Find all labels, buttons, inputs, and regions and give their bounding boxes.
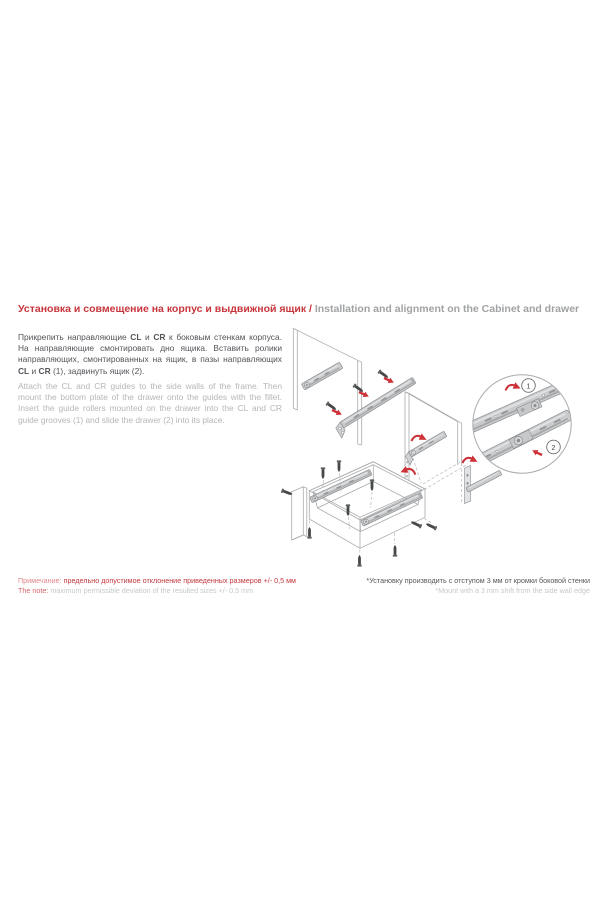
ru-text-part: и	[29, 365, 39, 376]
note-body-en: maximum permissible deviation of the resulted sizes +/- 0,5 mm	[48, 585, 254, 595]
ru-text-part: к боковым стенкам корпуса. На направляющие смонтировать дно ящика. Вставить ролики направляющих, смонтированных на ящик, в пазы направляющих	[18, 332, 282, 365]
callout-1-number: 1	[526, 381, 531, 391]
screw-icon	[321, 467, 325, 478]
ru-text-cr: CR	[38, 365, 51, 376]
instructions-russian	[18, 332, 282, 377]
callout-2-number: 2	[551, 442, 556, 452]
screw-icon	[425, 522, 437, 531]
screw-icon	[307, 527, 311, 538]
screw-icon	[393, 545, 397, 556]
alignment-dashes	[423, 458, 467, 484]
ru-text-cl: CL	[18, 365, 30, 376]
drawer-box	[281, 460, 438, 566]
callout-1-badge	[522, 379, 536, 393]
footnote-left	[18, 576, 318, 595]
ru-text-part: Прикрепить направляющие	[18, 332, 131, 342]
instructions-english: Attach the CL and CR guides to the side walls of the frame. Then mount the bottom plate of the drawer onto the guides with the fillet. Insert the guide rollers mounted on the drawer into the CL and CR guide grooves (1) and slide the drawer (2) into its place.	[18, 381, 282, 425]
guide-rail-mounted-left	[301, 362, 343, 390]
section-title-en: Installation and alignment on the Cabinet and drawer	[311, 303, 580, 315]
installation-diagram	[280, 325, 600, 575]
screw-icon	[357, 555, 361, 566]
guide-rail-floating	[334, 377, 420, 438]
ru-text-part: (1), задвинуть ящик (2).	[50, 365, 145, 376]
screw-icon	[281, 488, 293, 496]
section-title	[18, 303, 593, 316]
guide-rail-cabinet-middle	[404, 431, 450, 465]
footnote-right-ru: *Установку производить с отступом 3 мм от кромки боковой стенки	[366, 576, 590, 585]
note-label-en: The note:	[18, 585, 49, 595]
guide-rail-stub	[466, 470, 502, 492]
alignment-dashes	[420, 465, 466, 492]
screw-icon	[377, 369, 389, 379]
screw-icon	[352, 383, 364, 393]
footnote-left-en	[18, 586, 318, 596]
drawer-front-panel	[292, 487, 307, 540]
screw-icon	[337, 460, 341, 471]
footnote-left-ru	[18, 576, 318, 586]
ru-text-cl: CL	[130, 332, 142, 342]
note-body-ru: предельно допустимое отклонение приведенных размеров +/- 0,5 мм	[61, 576, 296, 585]
callout-2-badge	[547, 440, 561, 454]
ru-text-cr: CR	[153, 332, 166, 342]
ru-text-part: и	[141, 332, 154, 342]
screw-icon	[325, 401, 337, 411]
note-label-ru: Примечание:	[18, 576, 62, 585]
footnote-right	[290, 576, 590, 595]
section-title-ru: Установка и совмещение на корпус и выдвижной ящик /	[18, 303, 312, 315]
footnote-right-en: *Mount with a 3 mm shift from the side wall edge	[435, 585, 590, 595]
guide-rail-bracket-plate	[465, 466, 471, 504]
